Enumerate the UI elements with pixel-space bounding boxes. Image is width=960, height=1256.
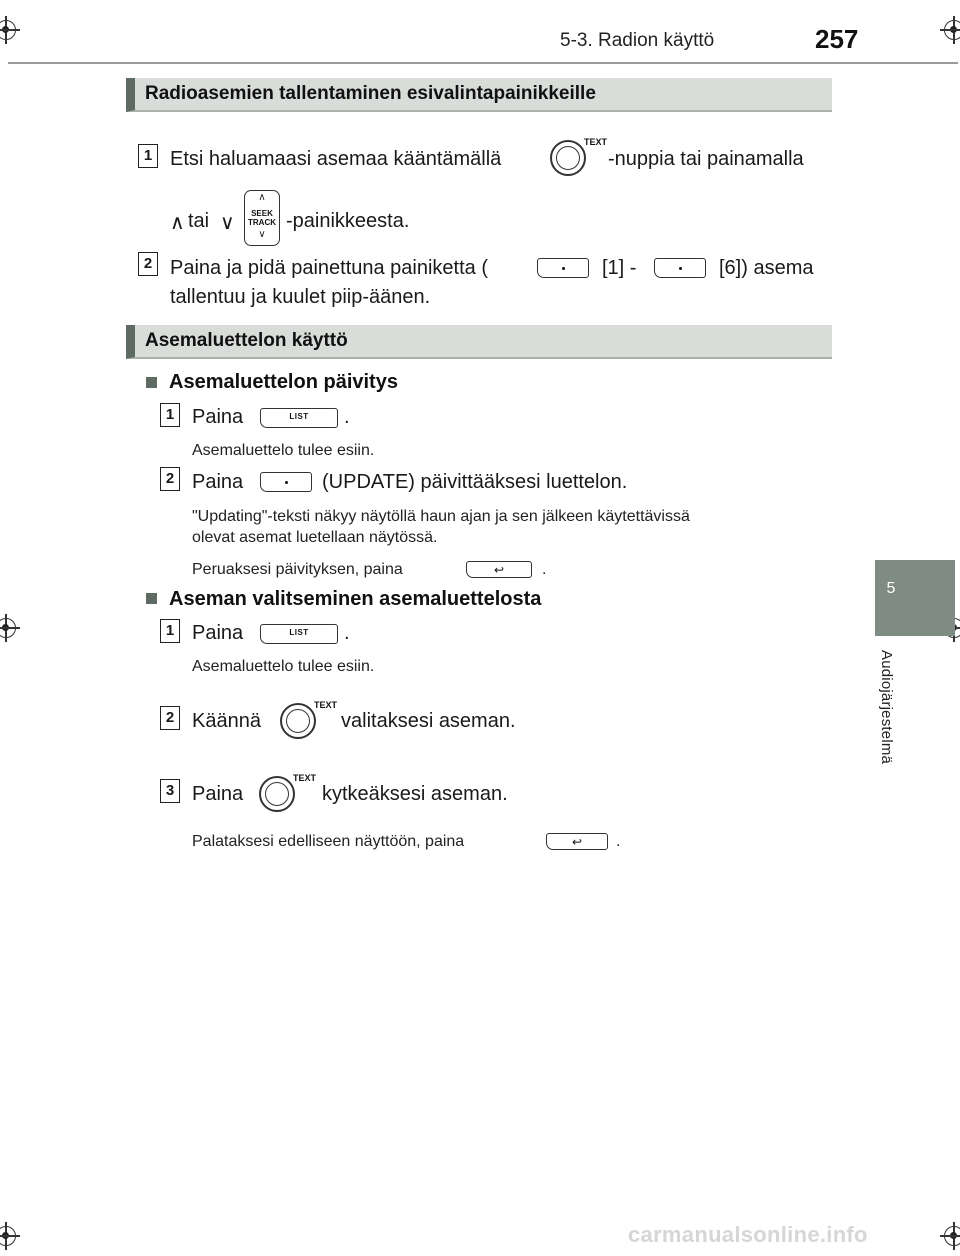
note-text: Asemaluettelo tulee esiin.: [192, 658, 375, 675]
note-text: Palataksesi edelliseen näyttöön, paina: [192, 833, 465, 850]
list-button-icon: LIST: [260, 624, 338, 644]
chapter-tab: [875, 560, 955, 636]
note-text: olevat asemat luetellaan näytössä.: [192, 529, 438, 546]
step-text: -painikkeesta.: [286, 210, 410, 232]
registration-mark-icon: [0, 20, 16, 40]
tune-knob-icon: [550, 140, 586, 176]
watermark: carmanualsonline.info: [628, 1222, 868, 1247]
step-text: kytkeäksesi aseman.: [322, 783, 508, 805]
step-text: [6]) asema: [719, 257, 814, 279]
preset-button-icon: [654, 258, 706, 278]
down-arrow: ∨: [220, 212, 235, 234]
step-badge: 1: [160, 619, 180, 643]
chapter-number: 5: [886, 580, 896, 597]
step-text: valitaksesi aseman.: [341, 710, 516, 732]
up-arrow: ∧: [170, 212, 185, 234]
text-label: TEXT: [293, 773, 317, 783]
step-text: Paina ja pidä painettuna painiketta (: [170, 257, 489, 279]
registration-mark-icon: [0, 618, 16, 638]
text-label: TEXT: [314, 700, 338, 710]
subheading: Asemaluettelon päivitys: [169, 371, 398, 393]
step-text: -nuppia tai painamalla: [608, 148, 804, 170]
step-badge: 3: [160, 779, 180, 803]
registration-mark-icon: [944, 20, 960, 40]
page-number: 257: [815, 24, 859, 54]
bullet-square: [146, 377, 157, 388]
step-text: Paina: [192, 406, 244, 428]
registration-mark-icon: [944, 1226, 960, 1246]
note-text: Asemaluettelo tulee esiin.: [192, 442, 375, 459]
step-text: (UPDATE) päivittääksesi luettelon.: [322, 471, 628, 493]
step-badge: 1: [160, 403, 180, 427]
update-button-icon: [260, 472, 312, 492]
tune-knob-icon: [259, 776, 295, 812]
note-text: .: [542, 561, 547, 578]
tune-knob-icon: [280, 703, 316, 739]
step-text: Paina: [192, 471, 244, 493]
registration-mark-icon: [0, 1226, 16, 1246]
return-button-icon: ↩: [466, 561, 532, 578]
step-text: Paina: [192, 622, 244, 644]
section-header: 5-3. Radion käyttö: [560, 30, 715, 51]
step-badge: 2: [160, 467, 180, 491]
seek-track-button-icon: ∧ SEEK TRACK ∨: [244, 190, 280, 246]
note-text: Peruaksesi päivityksen, paina: [192, 561, 403, 578]
section-heading: Asemaluettelon käyttö: [126, 325, 832, 359]
return-button-icon: ↩: [546, 833, 608, 850]
step-badge: 2: [160, 706, 180, 730]
step-text: Etsi haluamaasi asemaa kääntämällä: [170, 148, 502, 170]
subheading: Aseman valitseminen asemaluettelosta: [169, 588, 542, 610]
step-text: [1] -: [602, 257, 637, 279]
section-heading: Radioasemien tallentaminen esivalintapainikkeille: [126, 78, 832, 112]
chapter-title: Audiojärjestelmä: [878, 650, 895, 765]
note-text: "Updating"-teksti näkyy näytöllä haun ajan ja sen jälkeen käytettävissä: [192, 508, 690, 525]
step-text: tallentuu ja kuulet piip-äänen.: [170, 286, 431, 308]
step-badge: 1: [138, 144, 158, 168]
preset-button-icon: [537, 258, 589, 278]
text-label: TEXT: [584, 137, 608, 147]
step-text: Paina: [192, 783, 244, 805]
list-button-icon: LIST: [260, 408, 338, 428]
note-text: .: [616, 833, 621, 850]
step-text: tai: [188, 210, 210, 232]
step-text: .: [344, 406, 350, 428]
bullet-square: [146, 593, 157, 604]
step-text: Käännä: [192, 710, 261, 732]
header-divider: [8, 62, 958, 64]
step-badge: 2: [138, 252, 158, 276]
step-text: .: [344, 622, 350, 644]
